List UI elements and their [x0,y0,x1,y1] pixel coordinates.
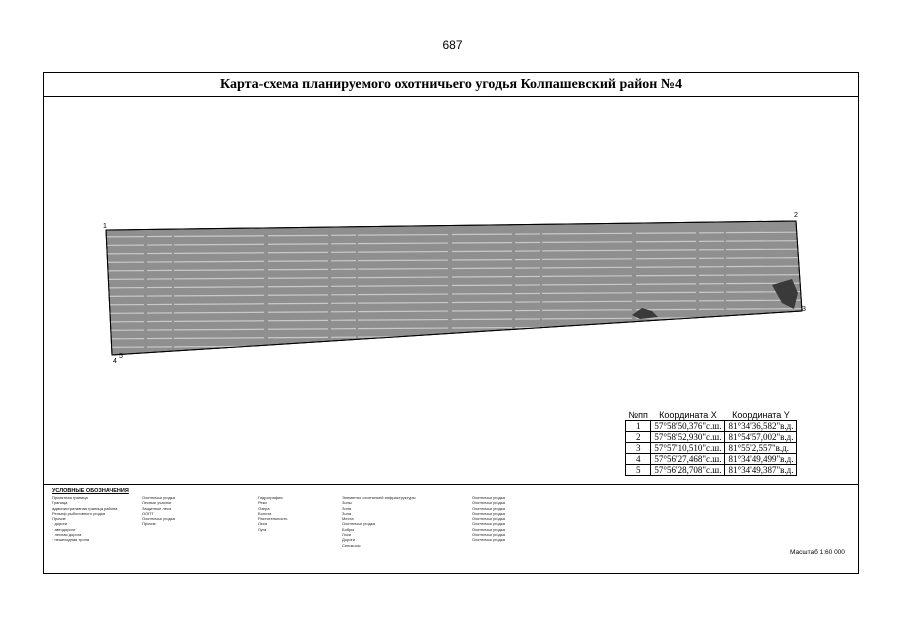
page-number: 687 [442,38,463,52]
legend-item: Лоси [342,532,352,538]
hatch-line [84,351,824,356]
legend-item: административная граница района [52,505,118,511]
legend-item: Проектная граница [52,495,88,500]
column-header: Координата X [651,410,725,421]
table-cell: 2 [626,432,651,443]
legend-item: Охотничьи угодья [142,495,176,500]
table-cell: 57°56'27,468"с.ш. [651,454,725,465]
legend-item: Граница [52,500,68,506]
legend-item: Охотничьи угодья [472,526,506,532]
vertex-label: 3 [802,306,806,313]
legend-column [472,495,505,543]
table-row [626,432,797,443]
legend-item: · лесная дорога [52,532,82,538]
table-cell: 81°34'49,387"в.д. [725,465,797,476]
table-cell: 57°58'52,930"с.ш. [651,432,725,443]
legend-item: Зона [342,510,352,516]
table-row [626,443,797,454]
table-cell: 3 [626,443,651,454]
legend-item: Гидрография [258,495,283,500]
legend-item: Озера [258,505,270,511]
legend-item: · автодороги [52,526,76,532]
legend-item: Сенокосы [342,542,361,548]
table-row [626,421,797,432]
legend-item: Болота [258,510,272,516]
legend-item: · пешеходная тропа [52,537,89,543]
legend-item: Прочие [142,521,156,527]
table-cell: 57°56'28,708"с.ш. [651,465,725,476]
legend-item: Охотничьи угодья [472,516,506,522]
legend-item: Места [342,516,354,522]
table-cell: 81°54'57,002"в.д. [725,432,797,443]
coordinates-table [625,410,797,476]
table-row [626,454,797,465]
legend-item: Охотничьи угодья [472,537,506,543]
map-scale: Масштаб 1:60 000 [790,549,845,556]
column-header: Координата Y [725,410,797,421]
legend-item: Защитные леса [142,505,172,511]
table-cell: 57°58'50,376"с.ш. [651,421,725,432]
legend-item: Охотничьи угодья [472,532,506,538]
map-title: Карта-схема планируемого охотничьего угодья Колпашевский район №4 [44,74,858,97]
hunting-area-polygon [106,221,802,355]
table-header-row [626,410,797,421]
legend-item: Луга [258,526,267,532]
legend-item: Реки [258,500,267,506]
table-row [626,465,797,476]
legend-item: Охотничьи угодья [472,521,506,527]
legend-item: Леса [258,521,268,527]
legend-divider [44,484,858,485]
legend-item: Зона [342,505,352,511]
legend-item: Бобры [342,526,355,532]
legend-item: Охотничьи угодья [142,516,176,522]
table-cell: 5 [626,465,651,476]
legend-item: Дороги [342,537,356,543]
legend-item: Охотничьи угодья [472,505,506,511]
legend-item: Растительность [258,516,288,522]
vertex-label: 5 [119,353,123,360]
legend-column [258,495,287,532]
legend-item: Лесные участки [142,500,172,506]
table-cell: 4 [626,454,651,465]
table-cell: 81°55'2,557"в.д. [725,443,797,454]
legend-column [342,495,416,548]
legend-item: Прочие [52,516,66,522]
legend-item: Зоны [342,500,352,506]
legend-item: · дороги [52,521,68,527]
legend-item: ООПТ [142,510,154,516]
legend-column [142,495,175,527]
legend-item: Охотничьи угодья [472,510,506,516]
legend-item: Элементы охотничьей инфраструктуры [342,495,416,500]
legend-item: Охотничьи угодья [472,495,506,500]
vertex-label: 2 [794,212,798,219]
legend-column [52,495,117,543]
vertex-label: 1 [103,223,107,230]
legend-item: Охотничьи угодья [342,521,376,527]
legend-title: УСЛОВНЫЕ ОБОЗНАЧЕНИЯ [52,488,129,494]
legend-item: Охотничьи угодья [472,500,506,506]
vertex-label: 4 [113,358,117,365]
table-cell: 57°57'10,510"с.ш. [651,443,725,454]
table-cell: 81°34'36,582"в.д. [725,421,797,432]
column-header: №пп [626,410,651,421]
table-cell: 81°34'49,499"в.д. [725,454,797,465]
legend-item: Рельеф рыболовного угодья [52,510,106,516]
table-cell: 1 [626,421,651,432]
